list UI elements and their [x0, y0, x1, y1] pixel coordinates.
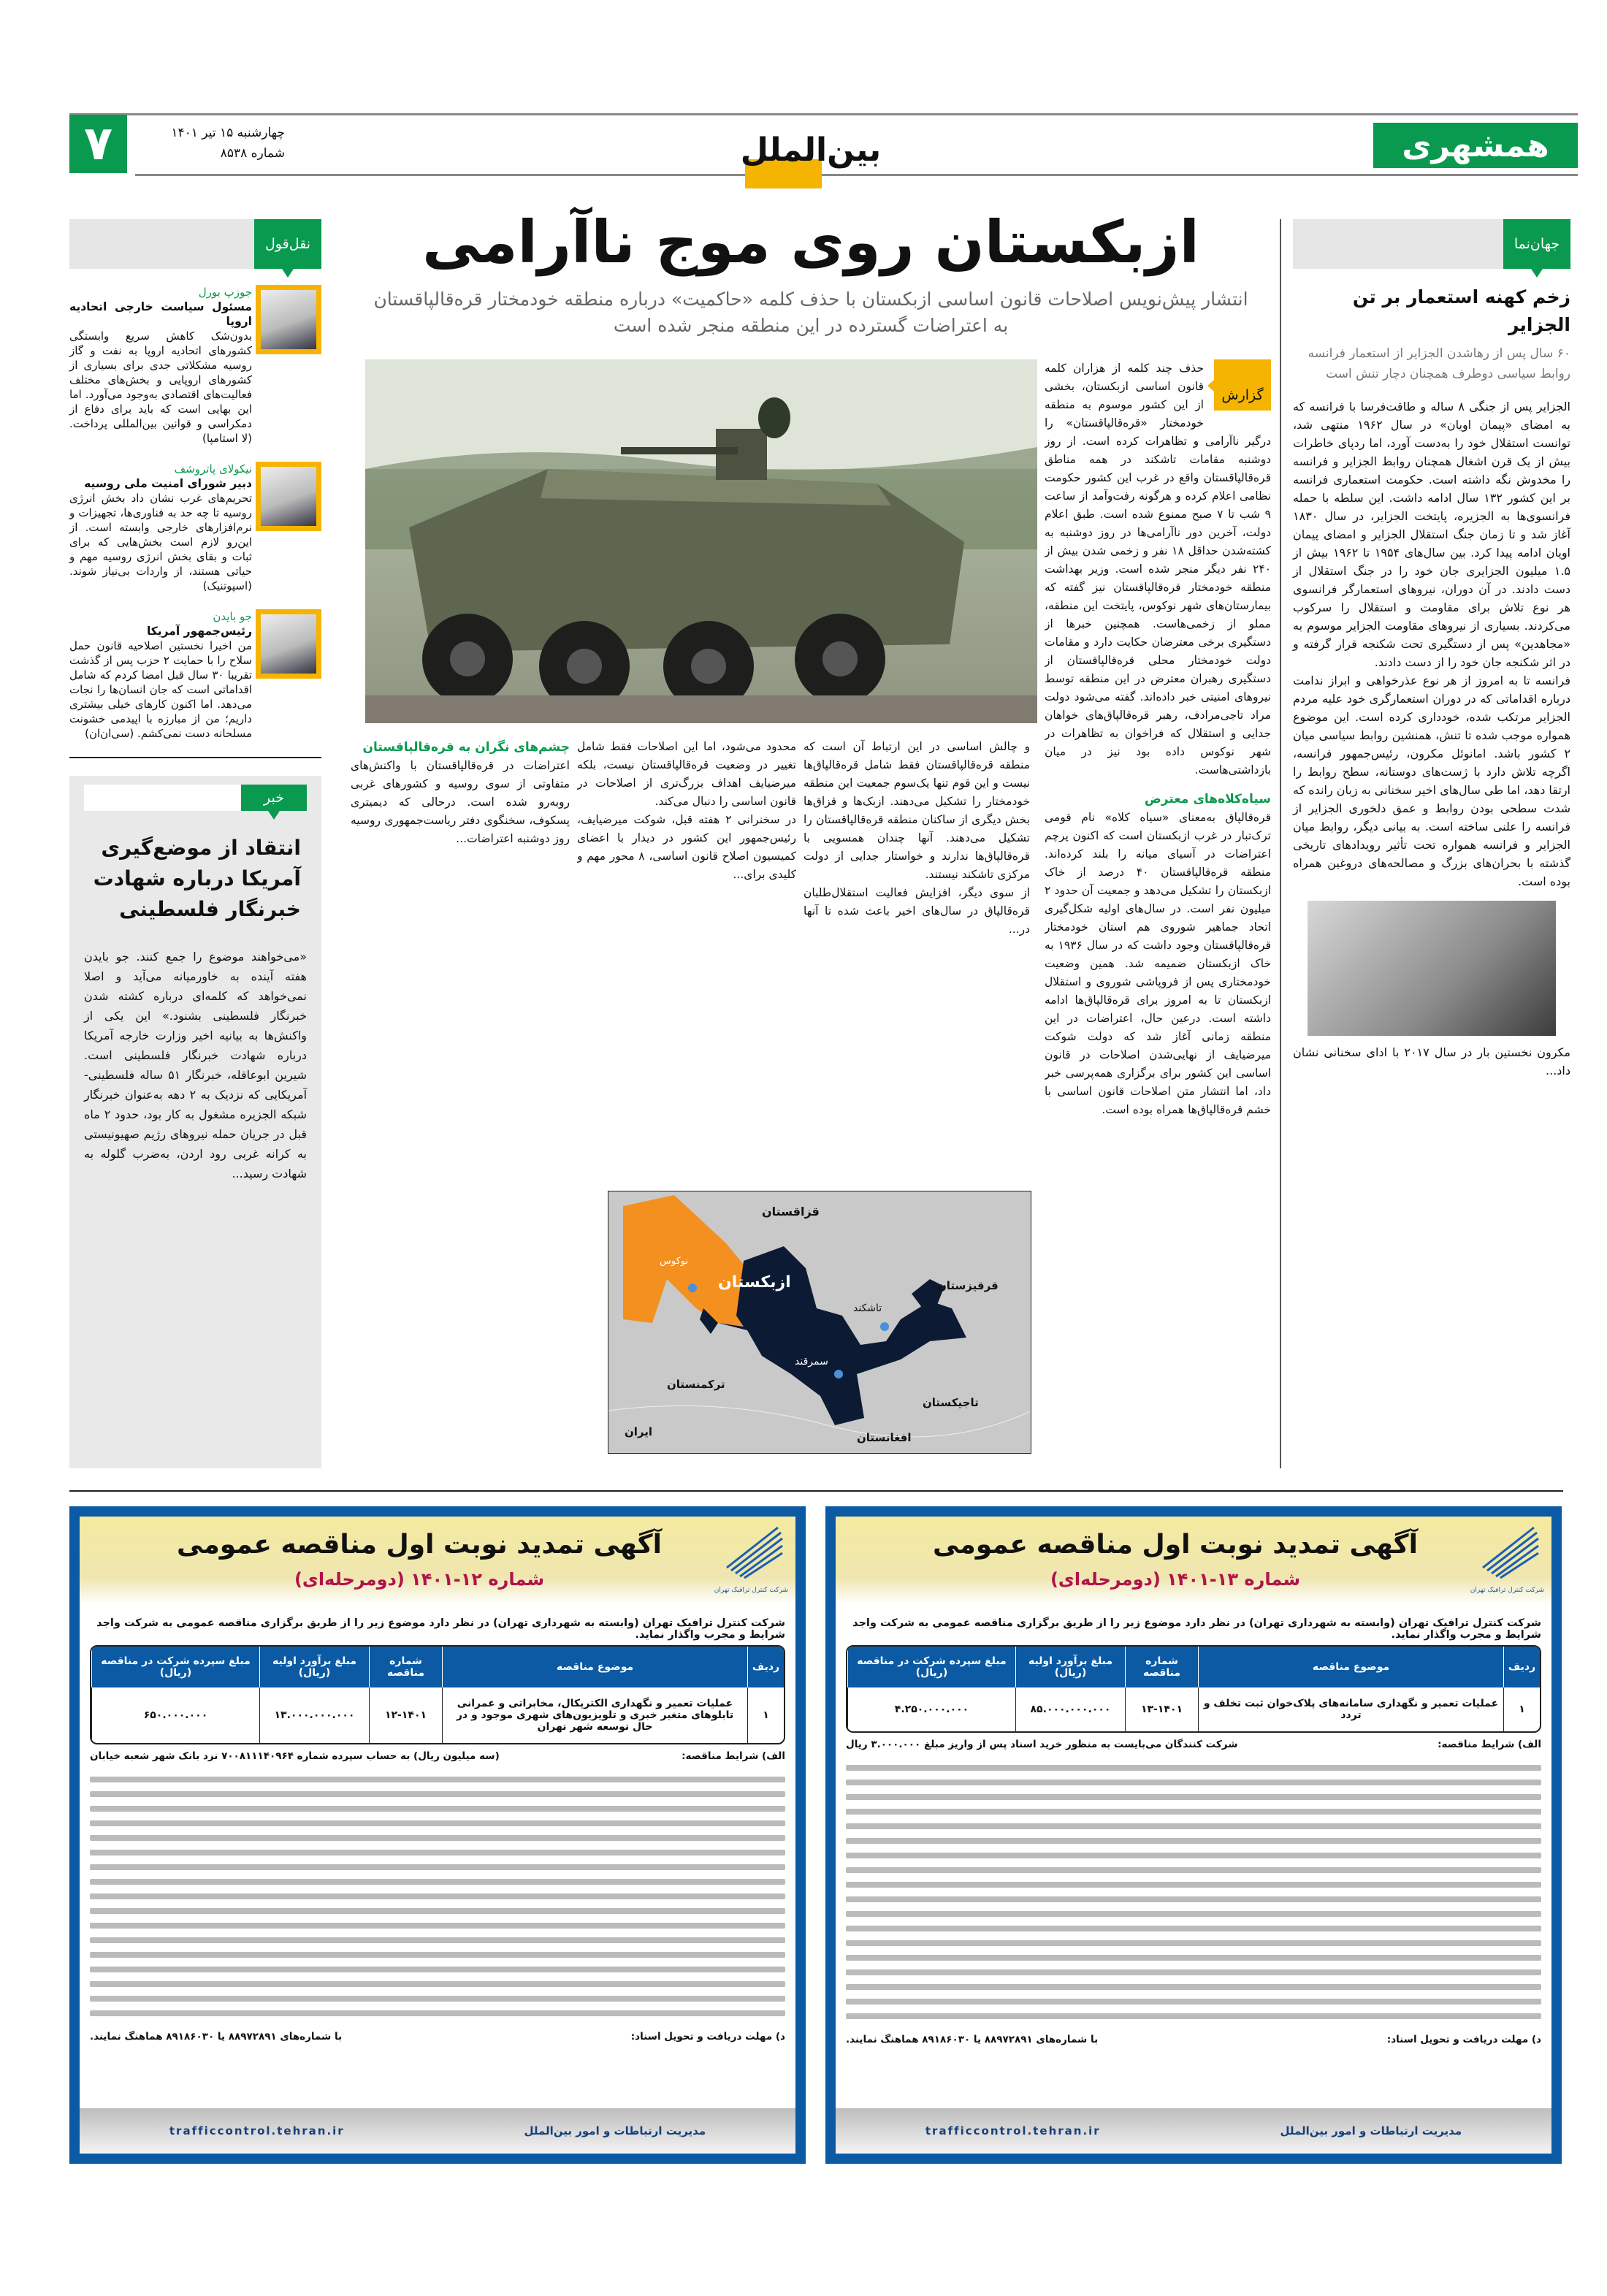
tender-ad-12	[69, 1506, 806, 2164]
td-number: ۱۲-۱۴۰۱	[369, 1687, 442, 1743]
algeria-protest-photo	[1308, 901, 1556, 1036]
td-deposit: ۴.۲۵۰.۰۰۰.۰۰۰	[847, 1687, 1015, 1731]
ad-title: آگهی تمدید نوبت اول مناقصه عمومی	[177, 1530, 662, 1560]
right-title: زخم کهنه استعمار بر تن الجزایر	[1352, 286, 1570, 335]
quote-name: جو بایدن	[213, 610, 252, 623]
article-column-3	[577, 738, 796, 1176]
left-column	[69, 219, 321, 1468]
ad-footer-url[interactable]: trafficcontrol.tehran.ir	[169, 2124, 345, 2137]
ad-deadline	[80, 2025, 795, 2048]
portrait-image	[256, 285, 321, 354]
article-column-4	[351, 738, 570, 1461]
news-tag: خبر	[241, 785, 307, 811]
quotes-tagbar	[69, 219, 321, 269]
article-paragraph: قره‌قالپاق به‌معنای «سیاه کلاه» نام قومی ترک‌تبار در غرب ازبکستان است که اکنون پرچم اعتراضات در آسیای میانه را بلند کرده‌اند. منطقه قره‌قالپاقستان ۴۰ درصد از خاک ازبکستان را تشکیل می‌دهد و جمعیت آن حدود ۲ میلیون نفر است. در سال‌های اولیه شکل‌گیری اتحاد جماهیر شوروی هم استان خودمختار قره‌قالپاقستان وجود داشت که در سال ۱۹۳۶ به خاک ازبکستان ضمیمه شد. همین وضعیت خودمختاری پس از فروپاشی شوروی و استقلال ازبکستان تا به امروز برای قره‌قالپاق‌ها ادامه داشته است. درعین حال، اعتراضات در این منطقه زمانی آغاز شد که دولت شوکت میرضیایف از نهایی‌شدن اصلاحات در قانون اساسی این کشور برای برگزاری همه‌پرسی خبر داد، اما انتشار متن اصلاحات قانون اساسی با خشم قره‌قالپاق‌ها همراه بوده است.	[1045, 811, 1271, 1116]
ad-intro: شرکت کنترل ترافیک تهران (وابسته به شهرداری تهران) در نظر دارد موضوع زیر را از طریق برگزاری مناقصه عمومی به شرکت واجد شرایط و مجرب واگذار نماید.	[96, 1617, 785, 1641]
td-number: ۱۳-۱۴۰۱	[1125, 1687, 1198, 1731]
cond-text: (سه میلیون ریال) به حساب سپرده شماره ۷۰۰۸۱۱۱۴۰۹۶۴ نزد بانک شهر شعبه خیابان	[90, 1750, 500, 1762]
td-estimate: ۱۳.۰۰۰.۰۰۰.۰۰۰	[259, 1687, 369, 1743]
map-label-tashkent: تاشکند	[853, 1303, 882, 1314]
ad-footer-url[interactable]: trafficcontrol.tehran.ir	[925, 2124, 1101, 2137]
samarkand-dot	[834, 1370, 843, 1378]
nukus-dot	[688, 1284, 697, 1292]
quote-role: مسئول سیاست خارجی اتحادیه اروپا	[69, 300, 252, 328]
map-label-uzbekistan: ازبکستان	[718, 1273, 791, 1292]
deadline-label: د) مهلت دریافت و تحویل اسناد:	[1386, 2034, 1541, 2045]
map-label-afghanistan: افغانستان	[857, 1431, 912, 1444]
armored-vehicle-illustration	[365, 359, 1037, 723]
th-number: شماره مناقصه	[369, 1647, 442, 1687]
divider	[69, 757, 321, 758]
map-label-iran: ایران	[625, 1425, 653, 1438]
td-deposit: ۶۵۰.۰۰۰.۰۰۰	[91, 1687, 259, 1743]
deadline-label: د) مهلت دریافت و تحویل اسناد:	[630, 2031, 785, 2043]
article-paragraph: اعتراضات در قره‌قالپاقستان با واکنش‌های متفاوتی از سوی روسیه و کشورهای غربی روبه‌رو شده است. درحالی که دیمیتری پسکوف، سخنگوی دفتر ریاست‌جمهوری روسیه روز دوشنبه اعتراضات...	[351, 759, 570, 845]
label-spacer	[1204, 359, 1271, 418]
ad-logo-text: شرکت کنترل ترافیک تهران	[1470, 1587, 1544, 1594]
header-top-rule	[69, 113, 1578, 115]
ad-deadline	[836, 2028, 1551, 2051]
ad-number: شماره ۱۳-۱۴۰۱ (دومرحله‌ای)	[1050, 1569, 1301, 1590]
ad-fine-print	[836, 1765, 1551, 2019]
ad-footer	[80, 2108, 795, 2154]
issue-info	[139, 123, 285, 164]
uzbekistan-map	[608, 1191, 1031, 1454]
cond-label: الف) شرایط مناقصه:	[1438, 1739, 1541, 1750]
article-subhead: چشم‌های نگران به قره‌قالپاقستان	[362, 740, 570, 755]
quote-name: جوزپ بورل	[198, 286, 252, 299]
tashkent-dot	[880, 1322, 889, 1331]
article-paragraph: و چالش اساسی در این ارتباط آن است که منطقه قره‌قالپاقستان فقط شامل قره‌قالپاق‌ها نیست و این قوم تنها یک‌سوم جمعیت این منطقه خودمختار را تشکیل می‌دهند. ازبک‌ها و قزاق‌ها بخش دیگری از ساکنان منطقه قره‌قالپاقستان را تشکیل می‌دهند. آنها چندان همسویی با قره‌قالپاق‌ها ندارند و خواستار جدایی از دولت مرکزی تاشکند نیستند.	[804, 740, 1030, 881]
ads-divider	[69, 1490, 1563, 1492]
cond-text: شرکت کنندگان می‌بایست به منظور خرید اسناد پس از واریز مبلغ ۳.۰۰۰.۰۰۰ ریال	[846, 1739, 1238, 1750]
quote-text: تحریم‌های غرب نشان داد بخش انرژی روسیه تا چه حد به فناوری‌ها، تجهیزات و نرم‌افزارهای خارجی وابسته است. از این‌رو لازم است بخش‌هایی که برای ثبات و بقای بخش انرژی روسیه مهم و حیاتی هستند، از واردات بی‌نیاز شوند. (اسپوتنیک)	[69, 492, 252, 592]
tender-table	[90, 1645, 785, 1744]
ad-conditions	[80, 1744, 795, 1768]
portrait-image	[256, 609, 321, 679]
article-column-2	[804, 738, 1030, 1176]
issue-number: شماره ۸۵۳۸	[220, 146, 285, 161]
main-headline: ازبکستان روی موج ناآرامی	[422, 208, 1199, 276]
td-estimate: ۸۵.۰۰۰.۰۰۰.۰۰۰	[1015, 1687, 1125, 1731]
ad-fine-print	[80, 1777, 795, 2016]
quote-text: بدون‌شک کاهش سریع وابستگی کشورهای اتحادیه اروپا به نفت و گاز روسیه مشکلاتی جدی برای بسیاری از کشورهای اروپایی و بخش‌های مختلف فعالیت‌های اقتصادی به‌وجود می‌آورد. اما این بهایی است که باید برای دفاع از دمکراسی و قوانین بین‌المللی پرداخت. (لا استامپا)	[69, 329, 252, 445]
th-subject: موضوع مناقصه	[442, 1647, 747, 1687]
header-bottom-rule	[135, 174, 1578, 176]
map-label-nukus: نوکوس	[660, 1256, 689, 1267]
traffic-control-logo-icon	[1461, 1524, 1541, 1582]
tender-ad-13	[825, 1506, 1562, 2164]
ad-title: آگهی تمدید نوبت اول مناقصه عمومی	[933, 1530, 1418, 1560]
article-paragraph: در سخنرانی ۲ هفته قبل، شوکت میرضیایف، رئیس‌جمهور این کشور در دیدار با اعضای کمیسیون اصلاح قانون اساسی، ۸ محور مهم و کلیدی برای...	[577, 813, 796, 881]
article-paragraph: حذف چند کلمه از هزاران کلمه قانون اساسی ازبکستان، بخشی از این کشور موسوم به منطقه خودمختار «قره‌قالپاقستان» را درگیر ناآرامی و تظاهرات کرده است. از روز دوشنبه مقامات تاشکند در همه مناطق قره‌قالپاقستان واقع در غرب این کشور حکومت نظامی اعلام کرده و هرگونه رفت‌وآمد از ساعت ۹ شب تا ۷ صبح ممنوع شده است. طبق اعلام دولت، آخرین دور ناآرامی‌ها در روز دوشنبه به کشته‌شدن حداقل ۱۸ نفر و زخمی شدن بیش از ۲۴۰ نفر دیگر منجر شده است. وزیر بهداشت منطقه خودمختار قره‌قالپاقستان نیز گفته که بیمارستان‌های شهر نوکوس، پایتخت این منطقه، مملو از زخمی‌هاست. همچنین خبرها از دستگیری برخی معترضان حکایت دارد و مقامات دولت خودمختار محلی قره‌قالپاقستان از دستگیری رهبران معترض در این منطقه توسط نیروهای امنیتی خبر داده‌اند. گفته می‌شود دولت مراد تاجی‌مرادف، رهبر قره‌قالپاق‌های خواهان جدایی و استقلال که فراخوان به تظاهرات در شهر نوکوس داده بود نیز در میان بازداشتی‌هاست.	[1045, 362, 1271, 777]
td-subject: عملیات تعمیر و نگهداری الکتریکال، مخابراتی و عمرانی تابلوهای متغیر خبری و تلویزیون‌های شهری موجود و در حال توسعه شهر تهران	[442, 1687, 747, 1743]
ad-number: شماره ۱۲-۱۴۰۱ (دومرحله‌ای)	[294, 1569, 545, 1590]
th-deposit: مبلغ سپرده شرکت در مناقصه (ریال)	[847, 1647, 1015, 1687]
news-tagbar	[84, 785, 307, 811]
ad-conditions	[836, 1733, 1551, 1756]
quote-name: نیکولای پاتروشف	[174, 462, 252, 476]
quote-item	[69, 609, 321, 741]
page-number: ۷	[69, 115, 127, 173]
main-lead: انتشار پیش‌نویس اصلاحات قانون اساسی ازبکستان با حذف کلمه «حاکمیت» درباره منطقه خودمختار قره‌قالپاقستان به اعتراضات گسترده در این منطقه منجر شده است	[373, 289, 1248, 336]
quote-item	[69, 462, 321, 593]
map-label-kazakhstan: قزاقستان	[762, 1205, 820, 1218]
th-estimate: مبلغ برآورد اولیه (ریال)	[1015, 1647, 1125, 1687]
right-article-text	[1293, 397, 1570, 890]
newspaper-logo: همشهری	[1373, 123, 1578, 168]
right-article-text-continued: مکرون نخستین بار در سال ۲۰۱۷ با ادای سخنانی نشان داد...	[1293, 1045, 1570, 1078]
map-label-samarkand: سمرقند	[795, 1356, 828, 1368]
right-tagbar	[1293, 219, 1570, 269]
quote-item	[69, 285, 321, 446]
th-estimate: مبلغ برآورد اولیه (ریال)	[259, 1647, 369, 1687]
th-row: ردیف	[1503, 1647, 1540, 1687]
quote-role: رئیس‌جمهور آمریکا	[146, 625, 252, 638]
ad-intro: شرکت کنترل ترافیک تهران (وابسته به شهرداری تهران) در نظر دارد موضوع زیر را از طریق برگزاری مناقصه عمومی به شرکت واجد شرایط و مجرب واگذار نماید.	[852, 1617, 1541, 1641]
traffic-control-logo-icon	[705, 1524, 785, 1582]
quote-role: دبیر شورای امنیت ملی روسیه	[84, 477, 252, 490]
ad-footer	[836, 2108, 1551, 2154]
deadline-text: با شماره‌های ۸۸۹۷۲۸۹۱ یا ۸۹۱۸۶۰۳۰ هماهنگ نمایند.	[846, 2034, 1099, 2045]
th-deposit: مبلغ سپرده شرکت در مناقصه (ریال)	[91, 1647, 259, 1687]
jahan-nama-tag: جهان‌نما	[1503, 219, 1570, 269]
article-subhead: سیاه‌کلاه‌های معترض	[1144, 792, 1271, 806]
article-paragraph: الجزایر پس از جنگی ۸ ساله و طاقت‌فرسا با فرانسه که به امضای «پیمان اویان» در سال ۱۹۶۲ منتهی شد، توانست استقلال خود را به‌دست آورد، اما ردپای خاطرات بیش از یک قرن اشغال همچنان روابط الجزایر و فرانسه را مخدوش نگه داشته است. حکومت استعماری فرانسه بر این کشور ۱۳۲ سال ادامه داشت. این سلطه با حمله فرانسوی‌ها به الجزیره، پایتخت الجزایر، در سال ۱۸۳۰ آغاز شد و تا زمان جنگ استقلال الجزایر و امضای پیمان اویان ادامه پیدا کرد. بین سال‌های ۱۹۵۴ تا ۱۹۶۲ بیش از ۱.۵ میلیون الجزایری جان خود را در جنگ استقلال از دست دادند. در آن دوران، نیروهای استعمارگر فرانسوی هر نوع تلاش برای مقاومت و استقلال را سرکوب می‌کردند. بسیاری از نیروهای مقاومت الجزایر موسوم به «مجاهدین» پس از دستگیری تحت شکنجه قرار گرفته و در اثر شکنجه جان خود را از دست دادند.	[1293, 400, 1571, 669]
article-paragraph: محدود می‌شود، اما این اصلاحات فقط شامل تغییر در وضعیت قره‌قالپاقستان نیست، بلکه میرضیایف اهداف بزرگ‌تری از اصلاحات در قانون اساسی را دنبال می‌کند.	[577, 740, 796, 808]
map-shapes	[608, 1191, 1031, 1454]
tender-table	[846, 1645, 1541, 1733]
ad-footer-dept: مدیریت ارتباطات و امور بین‌الملل	[524, 2124, 706, 2137]
news-title: انتقاد از موضع‌گیری آمریکا درباره شهادت خبرنگار فلسطینی	[93, 836, 301, 921]
th-number: شماره مناقصه	[1125, 1647, 1198, 1687]
issue-date: چهارشنبه ۱۵ تیر ۱۴۰۱	[171, 126, 285, 140]
td-row: ۱	[1503, 1687, 1540, 1731]
article-column-1	[1045, 359, 1271, 1462]
article-paragraph: فرانسه تا به امروز از هر نوع عذرخواهی و ابراز ندامت درباره اقداماتی که در دوران استعمارگری خود علیه مردم الجزایر مرتکب شده، خودداری کرده است. این موضوع همواره موجب شده تا تنش، همنشین روابط سیاسی میان ۲ کشور باشد. امانوئل مکرون، رئیس‌جمهور فرانسه، اگرچه تلاش دارد با ژست‌های دوستانه، سطح روابط را ارتقا دهد، اما طی سال‌های اخیر سخنانی به زبان رانده که شدت سطحی بودن روابط و عمق دلخوری الجزایر از فرانسه را علنی ساخته است. به بیانی دیگر، روابط میان الجزایر و فرانسه همواره تحت تأثیر رویدادهای تاریخی گذشته با بحران‌های بزرگ و مصالحه‌های دروغین همراه بوده است.	[1293, 674, 1570, 888]
th-subject: موضوع مناقصه	[1198, 1647, 1503, 1687]
td-row: ۱	[747, 1687, 784, 1743]
portrait-image	[256, 462, 321, 531]
ad-logo-text: شرکت کنترل ترافیک تهران	[714, 1587, 788, 1594]
report-label: گزارش	[1214, 359, 1271, 411]
column-divider	[1280, 219, 1281, 1468]
td-subject: عملیات تعمیر و نگهداری سامانه‌های پلاک‌خوان ثبت تخلف و تردد	[1198, 1687, 1503, 1731]
deadline-text: با شماره‌های ۸۸۹۷۲۸۹۱ یا ۸۹۱۸۶۰۳۰ هماهنگ نمایند.	[90, 2031, 343, 2043]
map-label-tajikistan: تاجیکستان	[923, 1396, 979, 1409]
news-box	[69, 776, 321, 1468]
ad-footer-dept: مدیریت ارتباطات و امور بین‌الملل	[1280, 2124, 1462, 2137]
map-label-kyrgyzstan: قرقیزستان	[937, 1279, 999, 1292]
th-row: ردیف	[747, 1647, 784, 1687]
map-label-turkmenistan: ترکمنستان	[667, 1378, 725, 1391]
right-lead: ۶۰ سال پس از رهاشدن الجزایر از استعمار فرانسه روابط سیاسی دوطرف همچنان دچار تنش است	[1308, 346, 1570, 381]
quotes-tag: نقل‌قول	[254, 219, 321, 269]
news-text: «می‌خواهند موضوع را جمع کنند. جو بایدن هفته آینده به خاورمیانه می‌آید و اصلا نمی‌خواهد که کلمه‌ای درباره کشته شدن خبرنگار فلسطینی بشنود.» این یکی از واکنش‌ها به بیانیه اخیر وزارت خارجه آمریکا درباره شهادت خبرنگار فلسطینی است. شیرین ابوعاقله، خبرنگار ۵۱ ساله فلسطینی-آمریکایی که نزدیک به ۲ دهه به‌عنوان خبرنگار شبکه الجزیره مشغول به کار بود، حدود ۲ ماه قبل در جریان حمله نیروهای رژیم صهیونیستی به کرانه غربی رود اردن، به‌ضرب گلوله به شهادت رسید...	[84, 950, 308, 1181]
section-title: بین‌الملل	[740, 131, 882, 169]
article-paragraph: از سوی دیگر، افزایش فعالیت استقلال‌طلبان قره‌قالپاق در سال‌های اخیر باعث شده تا آنها در...	[804, 886, 1030, 936]
right-column	[1293, 219, 1570, 1080]
cond-label: الف) شرایط مناقصه:	[682, 1750, 785, 1762]
quote-text: من اخیرا نخستین اصلاحیه قانون حمل سلاح را با حمایت ۲ حزب پس از گذشت تقریبا ۳۰ سال قبل امضا کردم که شامل اقداماتی است که جان انسان‌ها را نجات می‌دهد. اما اکنون کارهای خیلی بیشتری داریم؛ من از مبارزه با اپیدمی خشونت مسلحانه دست نمی‌کشم. (سی‌ان‌ان)	[69, 639, 252, 740]
armored-vehicle-photo	[365, 359, 1037, 723]
